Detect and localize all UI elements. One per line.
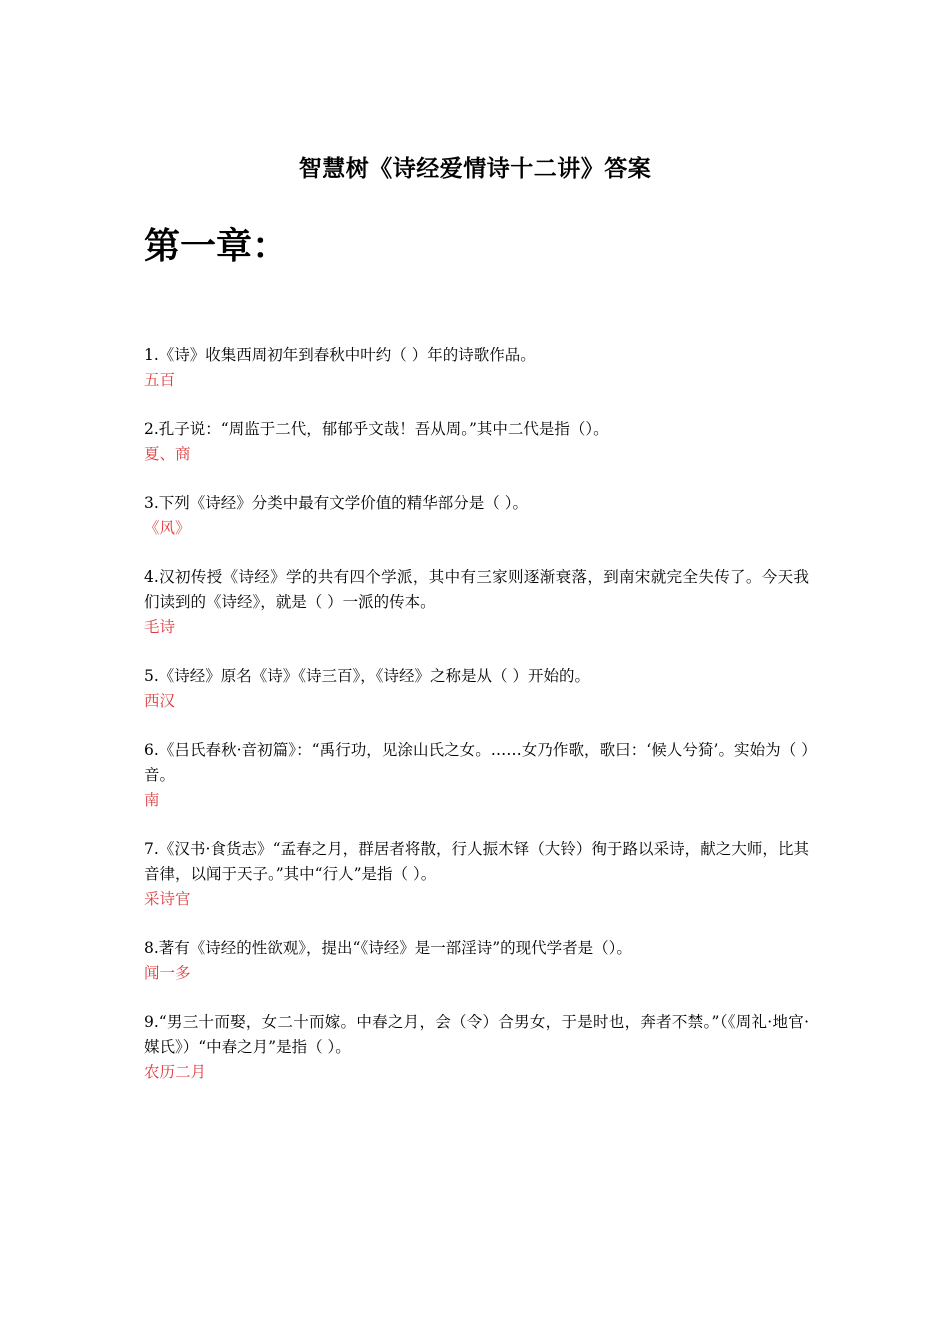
question-item-2	[144, 417, 809, 467]
question-text: 3.下列《诗经》分类中最有文学价值的精华部分是（ ）。	[144, 494, 528, 512]
question-text: 7.《汉书·食货志》“孟春之月，群居者将散，行人振木铎（大铃）徇于路以采诗，献之大师，比其音律，以闻于天子。”其中“行人”是指（ ）。	[144, 840, 809, 883]
question-text: 8.著有《诗经的性欲观》，提出“《诗经》是一部淫诗”的现代学者是（）。	[144, 939, 632, 957]
question-item-6	[144, 738, 809, 813]
question-text: 4.汉初传授《诗经》学的共有四个学派，其中有三家则逐渐衰落，到南宋就完全失传了。今天我们读到的《诗经》，就是（ ）一派的传本。	[144, 568, 809, 611]
question-text: 2.孔子说：“周监于二代，郁郁乎文哉！吾从周。”其中二代是指（）。	[144, 420, 609, 438]
chapter-heading: 第一章：	[144, 226, 289, 267]
question-text: 5.《诗经》原名《诗》《诗三百》，《诗经》之称是从（ ）开始的。	[144, 667, 590, 685]
answer-text: 农历二月	[144, 1063, 207, 1081]
answer-text: 南	[144, 791, 160, 809]
question-item-4	[144, 565, 809, 640]
question-text: 6.《吕氏春秋·音初篇》：“禹行功，见涂山氏之女。……女乃作歌，歌曰：‘候人兮猗’。实始为（ ）音。	[144, 741, 809, 784]
answer-text: 五百	[144, 371, 176, 389]
question-item-3	[144, 491, 809, 541]
answer-text: 毛诗	[144, 618, 176, 636]
document-title: 智慧树《诗经爱情诗十二讲》答案	[298, 156, 652, 182]
answer-text: 闻一多	[144, 964, 191, 982]
question-item-1	[144, 343, 809, 393]
question-list	[144, 343, 809, 1109]
question-item-8	[144, 936, 809, 986]
question-text: 1.《诗》收集西周初年到春秋中叶约（ ）年的诗歌作品。	[144, 346, 536, 364]
answer-text: 采诗官	[144, 890, 191, 908]
question-text: 9.“男三十而娶，女二十而嫁。中春之月，会（令）合男女，于是时也，奔者不禁。”（《周礼·地官·媒氏》）“中春之月”是指（ ）。	[144, 1013, 809, 1056]
question-item-7	[144, 837, 809, 912]
answer-text: 夏、商	[144, 445, 191, 463]
question-item-9	[144, 1010, 809, 1085]
question-item-5	[144, 664, 809, 714]
answer-text: 《风》	[144, 519, 191, 537]
answer-text: 西汉	[144, 692, 176, 710]
